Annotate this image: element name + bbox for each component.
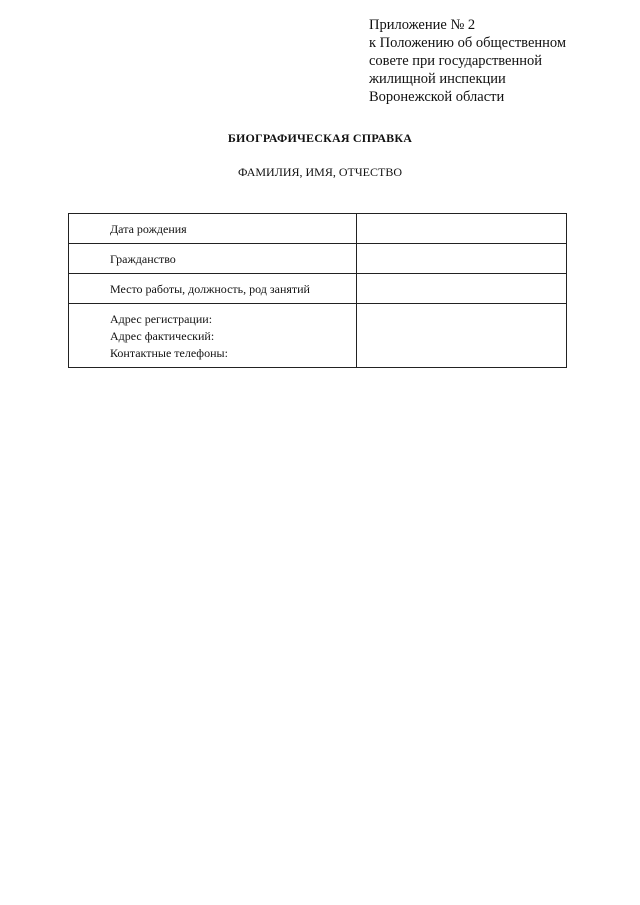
biography-table [68, 213, 567, 368]
contacts-label [69, 304, 357, 368]
birth-date-label: Дата рождения [69, 214, 357, 244]
appendix-line: совете при государственной [369, 53, 543, 69]
appendix-line: к Положению об общественном [369, 35, 567, 51]
fio-label: ФАМИЛИЯ, ИМЯ, ОТЧЕСТВО [237, 165, 402, 179]
table-row-citizenship [69, 244, 567, 274]
appendix-line: Воронежской области [369, 89, 505, 105]
citizenship-label: Гражданство [69, 244, 357, 274]
appendix-header [369, 16, 629, 106]
contact-phones-label: Контактные телефоны: [110, 346, 228, 360]
table-row-birth-date [69, 214, 567, 244]
workplace-field[interactable] [357, 274, 567, 304]
contacts-field[interactable] [357, 304, 567, 368]
registration-address-label: Адрес регистрации: [110, 312, 213, 326]
citizenship-field[interactable] [357, 244, 567, 274]
table-row-contacts [69, 304, 567, 368]
table-row-workplace [69, 274, 567, 304]
document-title: БИОГРАФИЧЕСКАЯ СПРАВКА [227, 131, 413, 145]
birth-date-field[interactable] [357, 214, 567, 244]
actual-address-label: Адрес фактический: [110, 329, 215, 343]
workplace-label: Место работы, должность, род занятий [69, 274, 357, 304]
appendix-line: Приложение № 2 [369, 17, 476, 33]
appendix-line: жилищной инспекции [369, 71, 506, 87]
